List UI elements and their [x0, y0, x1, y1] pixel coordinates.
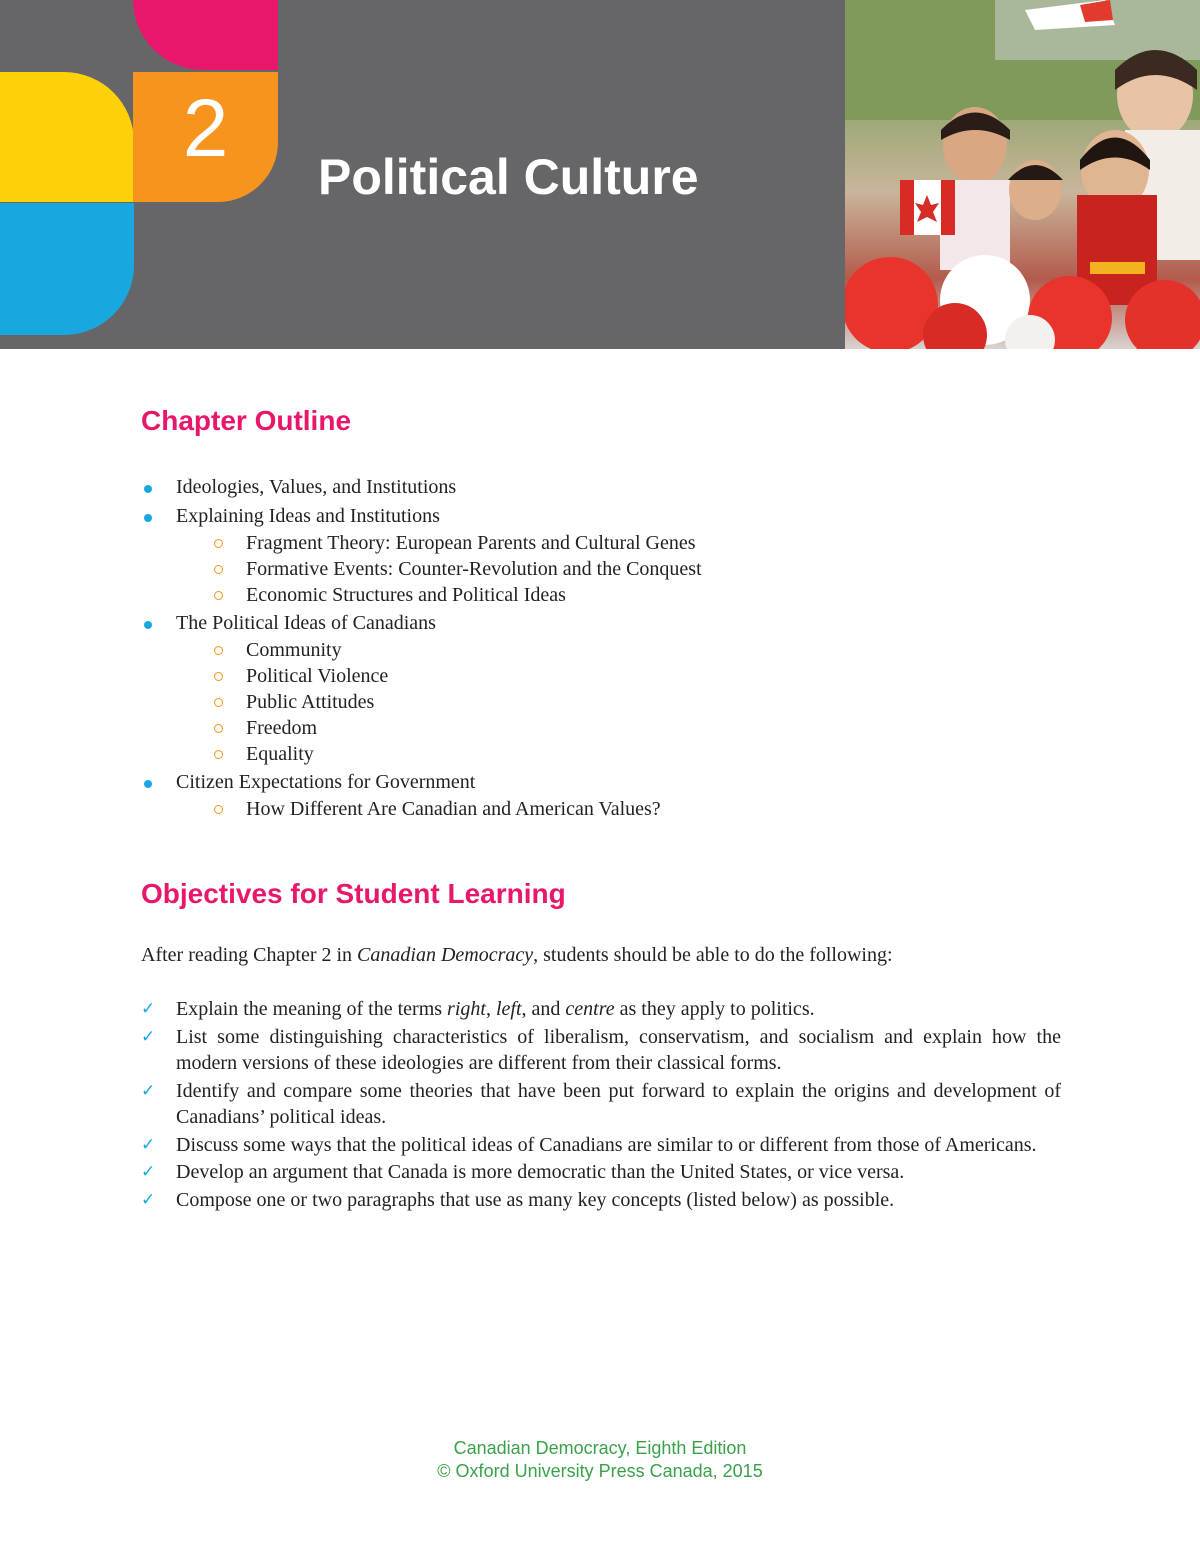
- objectives-heading: Objectives for Student Learning: [141, 878, 566, 909]
- celebration-photo-illustration: [845, 0, 1200, 349]
- outline-subitem: Formative Events: Counter-Revolution and the Conquest: [141, 556, 1041, 582]
- objectives-list: [141, 996, 1061, 1214]
- objective-item: ✓ Discuss some ways that the political ideas of Canadians are similar to or different from those of Americans.: [141, 1132, 1061, 1159]
- book-title: Canadian Democracy: [357, 944, 534, 966]
- chapter-outline-heading: Chapter Outline: [141, 405, 352, 436]
- outline-item-label: Ideologies, Values, and Institutions: [176, 476, 457, 498]
- outline-item: [141, 474, 1041, 501]
- outline-subitem: Public Attitudes: [141, 689, 1041, 715]
- outline-subitem: Equality: [141, 741, 1041, 767]
- checkmark-icon: ✓: [141, 999, 156, 1019]
- outline-item: [141, 503, 1041, 608]
- header-photo: [845, 0, 1200, 349]
- outline-sublist: [176, 530, 1041, 608]
- decorative-tile-yellow: [0, 72, 134, 202]
- chapter-title: Political Culture: [318, 149, 699, 205]
- outline-subitem: Freedom: [141, 715, 1041, 741]
- outline-item: [141, 769, 1041, 822]
- outline-item-label: Explaining Ideas and Institutions: [176, 505, 440, 527]
- checkmark-icon: ✓: [141, 1080, 156, 1101]
- objective-item: ✓ Explain the meaning of the terms right, left, and centre as they apply to politics.: [141, 996, 1061, 1023]
- footer-book-title: Canadian Democracy, Eighth Edition: [453, 1438, 747, 1458]
- chapter-outline-list: [141, 472, 1041, 822]
- objective-item: ✓ Identify and compare some theories that have been put forward to explain the origins and development of Canadians’ political ideas.: [141, 1079, 1061, 1128]
- outline-subitem: How Different Are Canadian and American Values?: [141, 796, 1041, 822]
- page-footer: [0, 1437, 1200, 1483]
- decorative-tile-pink: [133, 0, 278, 70]
- outline-sublist: [176, 637, 1041, 767]
- outline-subitem: Community: [141, 637, 1041, 663]
- objectives-intro: After reading Chapter 2 in Canadian Democracy, students should be able to do the following:: [141, 944, 893, 966]
- objective-item: ✓ Compose one or two paragraphs that use as many key concepts (listed below) as possible.: [141, 1187, 1061, 1214]
- outline-item-label: Citizen Expectations for Government: [176, 771, 476, 793]
- checkmark-icon: ✓: [141, 1134, 156, 1155]
- objective-item: ✓ List some distinguishing characteristics of liberalism, conservatism, and socialism and explain how the modern versions of these ideologies are different from their classical forms.: [141, 1025, 1061, 1074]
- checkmark-icon: ✓: [141, 1026, 156, 1047]
- objective-item: ✓ Develop an argument that Canada is more democratic than the United States, or vice versa.: [141, 1159, 1061, 1186]
- chapter-number: 2: [182, 83, 229, 174]
- outline-subitem: Economic Structures and Political Ideas: [141, 582, 1041, 608]
- outline-subitem: Political Violence: [141, 663, 1041, 689]
- decorative-tile-blue: [0, 203, 134, 335]
- chapter-header: [0, 0, 845, 349]
- checkmark-icon: ✓: [141, 1189, 156, 1210]
- footer-copyright: © Oxford University Press Canada, 2015: [437, 1461, 763, 1481]
- checkmark-icon: ✓: [141, 1162, 156, 1182]
- outline-item-label: The Political Ideas of Canadians: [176, 612, 436, 634]
- outline-item: [141, 610, 1041, 767]
- outline-subitem: Fragment Theory: European Parents and Cultural Genes: [141, 530, 1041, 556]
- outline-sublist: [176, 796, 1041, 822]
